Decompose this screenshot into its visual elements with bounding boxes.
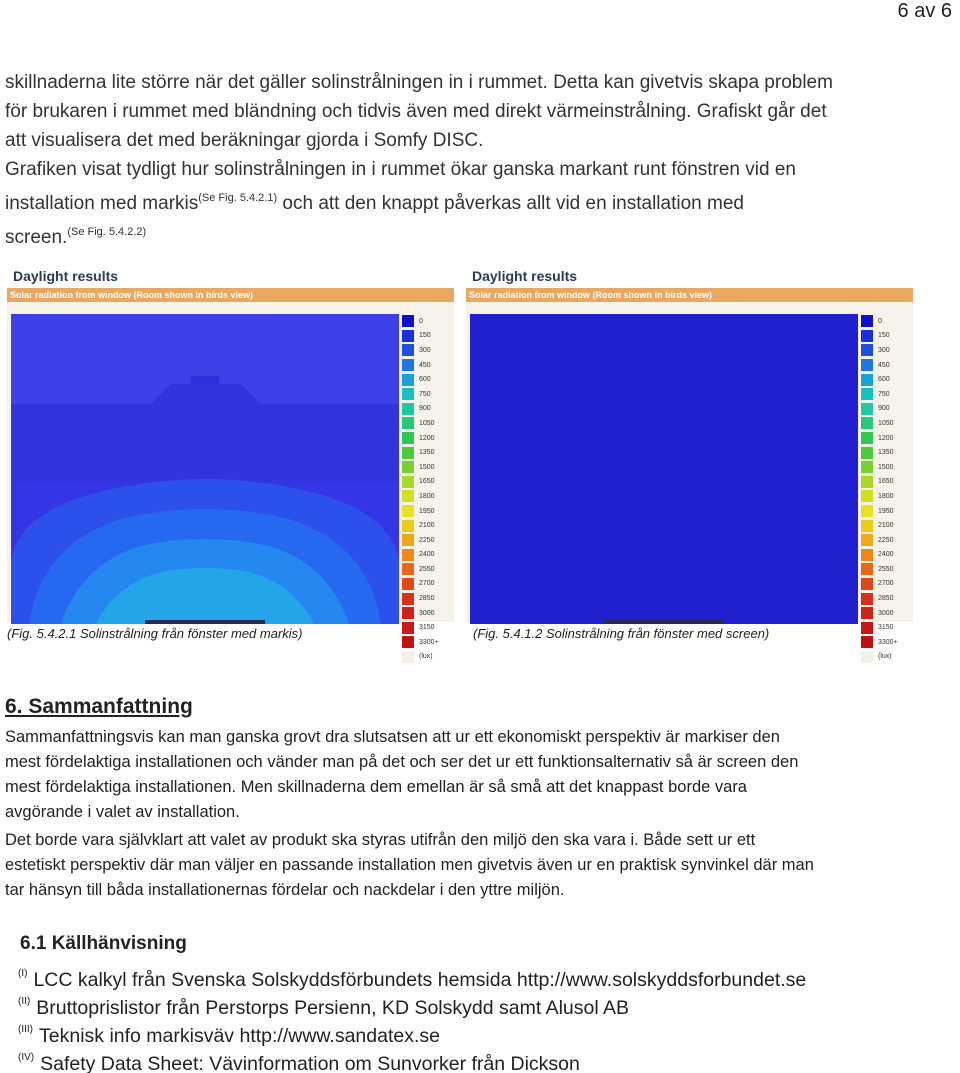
intro-line: skillnaderna lite större när det gäller solinstrålningen in i rummet. Detta kan givetvis skapa problem (5, 72, 833, 93)
legend-swatch (861, 505, 873, 517)
source-marker: (I) (18, 968, 28, 979)
legend-entry (861, 650, 911, 665)
legend-entry (861, 475, 911, 490)
intro-line: att visualisera det med beräkningar gjorda i Somfy DISC. (5, 130, 484, 151)
legend-entry (402, 329, 452, 344)
legend-label: 3000 (419, 609, 435, 617)
legend-swatch (861, 476, 873, 488)
legend-label: 3150 (419, 624, 435, 632)
legend-swatch (861, 520, 873, 532)
legend-entry (861, 533, 911, 548)
legend-entry (861, 620, 911, 635)
figure-reference: (Se Fig. 5.4.2.1) (198, 192, 278, 204)
legend-swatch (402, 344, 414, 356)
legend-entry (861, 416, 911, 431)
legend-label: 600 (878, 376, 890, 384)
plot-window (604, 620, 724, 624)
legend-swatch (861, 359, 873, 371)
legend-entry (861, 504, 911, 519)
legend-label: 2100 (878, 522, 894, 530)
legend-entry (402, 475, 452, 490)
legend-entry (402, 548, 452, 563)
legend-entry (861, 343, 911, 358)
legend-label: 450 (878, 361, 890, 369)
legend-swatch (861, 344, 873, 356)
source-text: Bruttoprislistor från Perstorps Persienn, KD Solskydd samt Alusol AB (36, 997, 630, 1019)
figure-reference: (Se Fig. 5.4.2.2) (67, 226, 147, 238)
legend-swatch (402, 593, 414, 605)
legend-entry (861, 329, 911, 344)
legend-entry (402, 416, 452, 431)
legend-swatch (402, 417, 414, 429)
legend-entry (861, 358, 911, 373)
legend-entry (861, 431, 911, 446)
legend-label: 300 (878, 346, 890, 354)
legend-entry (861, 577, 911, 592)
legend-swatch (402, 461, 414, 473)
legend-label: 150 (878, 332, 890, 340)
summary-line: estetiskt perspektiv där man väljer en passande installation men givetvis även ur en praktisk synvinkel där man (5, 856, 814, 874)
legend-swatch (402, 578, 414, 590)
legend-swatch (861, 461, 873, 473)
legend-label: 0 (419, 317, 423, 325)
legend-label: 900 (419, 405, 431, 413)
figure-subheader: Solar radiation from window (Room shown in birds view) (466, 288, 913, 302)
legend-swatch (861, 651, 873, 663)
legend-label: 3150 (878, 624, 894, 632)
legend-swatch (861, 563, 873, 575)
legend-label: 1050 (419, 419, 435, 427)
legend-entry (861, 606, 911, 621)
legend-label: 2250 (878, 536, 894, 544)
sources-heading: 6.1 Källhänvisning (20, 933, 187, 954)
source-text: Teknisk info markisväv http://www.sandatex.se (39, 1025, 440, 1047)
legend-entry (402, 489, 452, 504)
legend-label: 150 (419, 332, 431, 340)
legend-entry (402, 402, 452, 417)
source-marker: (II) (18, 996, 31, 1007)
figure-subheader: Solar radiation from window (Room shown in birds view) (7, 288, 454, 302)
legend-label: 2550 (878, 565, 894, 573)
legend-label: (lux) (419, 653, 433, 661)
legend-entry (402, 372, 452, 387)
source-marker: (III) (18, 1024, 33, 1035)
legend-swatch (861, 374, 873, 386)
legend-swatch (402, 520, 414, 532)
legend-entry (402, 577, 452, 592)
legend-label: 450 (419, 361, 431, 369)
legend-swatch (402, 315, 414, 327)
legend-label: 1200 (419, 434, 435, 442)
legend-entry (402, 445, 452, 460)
legend-label: 2700 (419, 580, 435, 588)
legend-entry (861, 372, 911, 387)
legend-swatch (402, 403, 414, 415)
legend-label: 3300+ (878, 638, 898, 646)
summary-line: mest fördelaktiga installationen och vänder man på det och ser det ur ett funktionsalternativ så är screen den (5, 753, 799, 771)
legend-label: 1950 (878, 507, 894, 515)
legend-entry (861, 402, 911, 417)
summary-line: tar hänsyn till båda installationernas fördelar och nackdelar i den yttre miljön. (5, 881, 565, 899)
intro-line: Grafiken visat tydligt hur solinstrålningen in i rummet ökar ganska markant runt fönstren vid en (5, 159, 796, 180)
source-marker: (IV) (18, 1052, 35, 1063)
legend-entry (861, 314, 911, 329)
legend-swatch (402, 432, 414, 444)
legend-label: 1800 (878, 492, 894, 500)
intro-line (5, 184, 955, 218)
legend-swatch (861, 330, 873, 342)
legend-label: 3300+ (419, 638, 439, 646)
legend-label: 600 (419, 376, 431, 384)
legend-swatch (402, 447, 414, 459)
plot-background (470, 314, 858, 624)
source-text: LCC kalkyl från Svenska Solskyddsförbundets hemsida http://www.solskyddsforbundet.se (33, 969, 807, 991)
legend-swatch (861, 447, 873, 459)
legend-entry (402, 562, 452, 577)
legend-entry (861, 518, 911, 533)
legend (402, 314, 452, 664)
legend-entry (861, 460, 911, 475)
legend-swatch (861, 432, 873, 444)
legend-label: 900 (878, 405, 890, 413)
legend-entry (861, 591, 911, 606)
plot-window (145, 620, 265, 624)
source-text: Safety Data Sheet: Vävinformation om Sunvorker från Dickson (40, 1053, 580, 1073)
legend-swatch (861, 417, 873, 429)
page-number: 6 av 6 (897, 0, 952, 22)
figure-caption: (Fig. 5.4.2.1 Solinstrålning från fönster med markis) (7, 626, 303, 641)
legend-swatch (861, 490, 873, 502)
legend-entry (402, 431, 452, 446)
legend-entry (402, 620, 452, 635)
legend-swatch (402, 534, 414, 546)
legend-swatch (402, 563, 414, 575)
legend-entry (861, 562, 911, 577)
legend-label: 0 (878, 317, 882, 325)
legend-entry (402, 591, 452, 606)
summary-line: mest fördelaktiga installationen. Men skillnaderna dem emellan är så små att det knappast borde vara (5, 778, 747, 796)
legend-entry (861, 548, 911, 563)
intro-line (5, 218, 955, 252)
legend-swatch (402, 476, 414, 488)
legend-entry (861, 387, 911, 402)
intro-line: för brukaren i rummet med bländning och tidvis även med direkt värmeinstrålning. Grafiskt går det (5, 101, 827, 122)
legend-swatch (402, 330, 414, 342)
legend-swatch (861, 315, 873, 327)
legend-label: 1650 (419, 478, 435, 486)
legend-entry (861, 635, 911, 650)
legend-label: 1650 (878, 478, 894, 486)
legend-label: 2400 (419, 551, 435, 559)
legend-label: 750 (878, 390, 890, 398)
legend-label: 750 (419, 390, 431, 398)
figure-caption: (Fig. 5.4.1.2 Solinstrålning från fönster med screen) (473, 626, 770, 641)
legend-entry (402, 635, 452, 650)
legend-label: 2250 (419, 536, 435, 544)
legend-label: 2850 (878, 595, 894, 603)
legend-label: 2850 (419, 595, 435, 603)
legend (861, 314, 911, 664)
legend-swatch (402, 651, 414, 663)
legend-label: (lux) (878, 653, 892, 661)
legend-label: 2550 (419, 565, 435, 573)
legend-entry (402, 343, 452, 358)
legend-swatch (402, 388, 414, 400)
intro-text: och att den knappt påverkas allt vid en installation med (277, 193, 744, 214)
radiation-plot-screen (470, 314, 858, 624)
legend-swatch (402, 636, 414, 648)
legend-label: 2400 (878, 551, 894, 559)
radiation-plot-markis (11, 314, 399, 624)
summary-paragraph-2 (5, 828, 955, 903)
legend-label: 300 (419, 346, 431, 354)
legend-label: 2100 (419, 522, 435, 530)
legend-entry (402, 650, 452, 665)
legend-label: 1500 (419, 463, 435, 471)
legend-label: 3000 (878, 609, 894, 617)
source-item (18, 1044, 580, 1073)
legend-entry (861, 445, 911, 460)
legend-label: 2700 (878, 580, 894, 588)
legend-label: 1350 (419, 449, 435, 457)
legend-swatch (861, 578, 873, 590)
legend-label: 1050 (878, 419, 894, 427)
legend-swatch (402, 374, 414, 386)
legend-entry (402, 460, 452, 475)
intro-paragraph (5, 68, 955, 252)
legend-entry (402, 314, 452, 329)
legend-label: 1500 (878, 463, 894, 471)
legend-entry (402, 518, 452, 533)
legend-entry (402, 387, 452, 402)
legend-label: 1950 (419, 507, 435, 515)
legend-swatch (861, 549, 873, 561)
legend-swatch (861, 607, 873, 619)
legend-swatch (861, 636, 873, 648)
summary-line: Det borde vara självklart att valet av produkt ska styras utifrån den miljö den ska vara i. Både sett ur ett (5, 831, 756, 849)
summary-line: avgörande i valet av installation. (5, 803, 240, 821)
section-heading: 6. Sammanfattning (5, 695, 193, 718)
intro-text: screen. (5, 227, 68, 248)
legend-swatch (861, 403, 873, 415)
summary-paragraph-1 (5, 725, 955, 825)
legend-swatch (402, 359, 414, 371)
summary-line: Sammanfattningsvis kan man ganska grovt dra slutsatsen att ur ett ekonomiskt perspektiv är markiser den (5, 728, 780, 746)
legend-entry (402, 358, 452, 373)
legend-label: 1800 (419, 492, 435, 500)
legend-entry (861, 489, 911, 504)
legend-swatch (402, 607, 414, 619)
legend-swatch (402, 622, 414, 634)
legend-swatch (402, 505, 414, 517)
legend-swatch (402, 549, 414, 561)
legend-swatch (861, 388, 873, 400)
legend-entry (402, 606, 452, 621)
legend-label: 1350 (878, 449, 894, 457)
legend-entry (402, 504, 452, 519)
intro-text: installation med markis (5, 193, 199, 214)
legend-swatch (861, 534, 873, 546)
legend-swatch (402, 490, 414, 502)
figure-header: Daylight results (13, 268, 119, 284)
figure-header: Daylight results (472, 268, 578, 284)
legend-label: 1200 (878, 434, 894, 442)
legend-swatch (861, 622, 873, 634)
legend-entry (402, 533, 452, 548)
legend-swatch (861, 593, 873, 605)
